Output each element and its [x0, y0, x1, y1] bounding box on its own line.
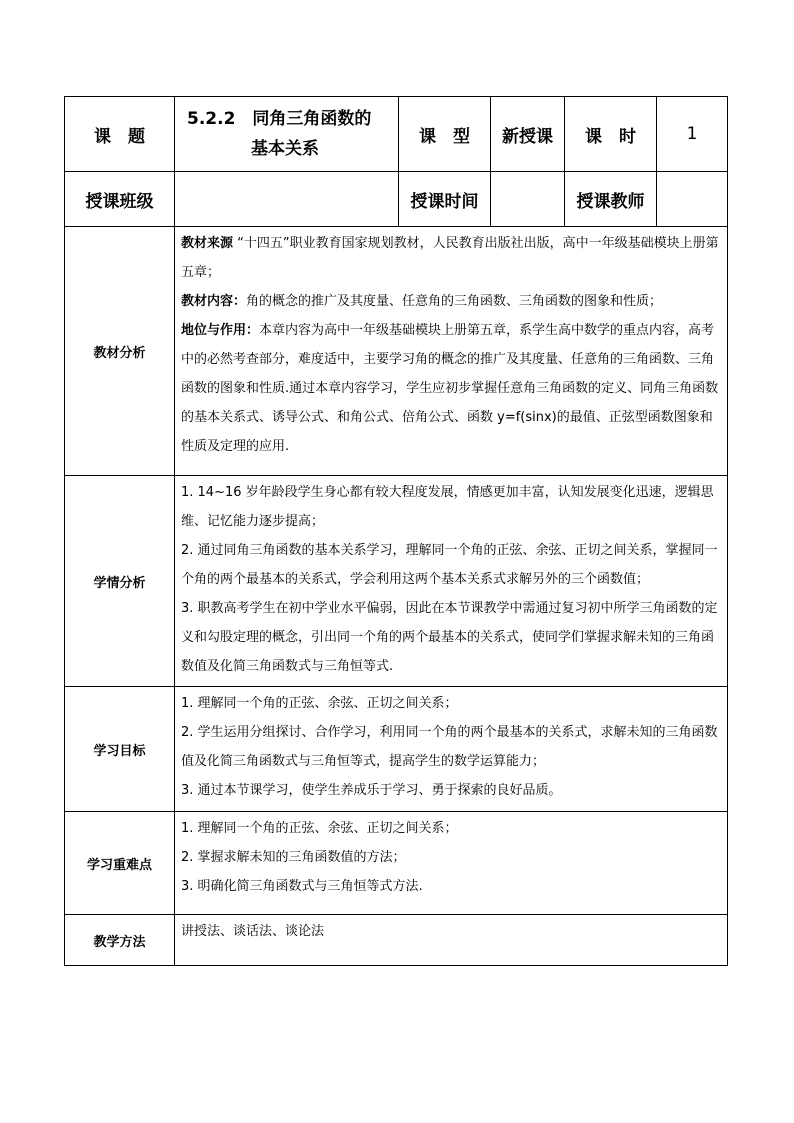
lesson-plan-table — [64, 96, 728, 966]
keypoints-item: 2. 掌握求解未知的三角函数值的方法； — [181, 850, 406, 865]
objectives-label: 学习目标 — [65, 687, 175, 812]
time-label: 授课时间 — [399, 172, 491, 227]
objectives-item: 1. 理解同一个角的正弦、余弦、正切之间关系； — [181, 696, 458, 711]
objectives-item: 3. 通过本节课学习，使学生养成乐于学习、勇于探索的良好品质。 — [181, 783, 562, 798]
objectives-item: 2. 学生运用分组探讨、合作学习，利用同一个角的两个最基本的关系式，求解未知的三角函数值及化简三角函数式与三角恒等式，提高学生的数学运算能力； — [181, 725, 718, 769]
topic-value-line1: 5.2.2 同角三角函数的 — [187, 109, 372, 129]
textbook-row — [65, 227, 728, 476]
header-row-topic — [65, 97, 728, 172]
keypoints-item: 1. 理解同一个角的正弦、余弦、正切之间关系； — [181, 821, 458, 836]
type-label: 课 型 — [399, 97, 491, 172]
topic-value-line2: 基本关系 — [251, 139, 319, 159]
textbook-content-line: 教材内容：角的概念的推广及其度量、任意角的三角函数、三角函数的图象和性质； — [181, 294, 663, 309]
methods-content — [175, 915, 728, 966]
textbook-label: 教材分析 — [65, 227, 175, 476]
students-item: 2. 通过同角三角函数的基本关系学习，理解同一个角的正弦、余弦、正切之间关系，掌握同一个角的两个最基本的关系式，学会利用这两个基本关系式求解另外的三个函数值； — [181, 543, 718, 587]
topic-value — [175, 97, 399, 172]
methods-text: 讲授法、谈话法、谈论法 — [181, 924, 325, 939]
students-item: 1. 14~16 岁年龄段学生身心都有较大程度发展，情感更加丰富，认知发展变化迅速，逻辑思维、记忆能力逐步提高； — [181, 485, 714, 529]
teacher-label: 授课教师 — [565, 172, 657, 227]
students-row — [65, 476, 728, 687]
keypoints-row — [65, 812, 728, 915]
source-label: 教材来源 — [181, 236, 234, 251]
textbook-content — [175, 227, 728, 476]
students-label: 学情分析 — [65, 476, 175, 687]
methods-row — [65, 915, 728, 966]
hours-value: 1 — [657, 97, 728, 172]
textbook-source — [181, 229, 721, 287]
role-text: 本章内容为高中一年级基础模块上册第五章，系学生高中数学的重点内容，高考中的必然考查部分，难度适中，主要学习角的概念的推广及其度量、任意角的三角函数、三角函数的图象和性质.通过本章内容学习，学生应初步掌握任意角三角函数的定义、同角三角函数的基本关系式、诱导公式、和角公式、倍角公式、函数 y=f(sinx)的最值、正弦型函数图象和性质及定理的应用. — [181, 323, 719, 454]
time-value — [491, 172, 565, 227]
teacher-value — [657, 172, 728, 227]
topic-label: 课 题 — [65, 97, 175, 172]
keypoints-content — [175, 812, 728, 915]
textbook-role — [181, 316, 721, 461]
header-row-class — [65, 172, 728, 227]
students-content — [175, 476, 728, 687]
hours-label: 课 时 — [565, 97, 657, 172]
class-value — [175, 172, 399, 227]
methods-label: 教学方法 — [65, 915, 175, 966]
class-label: 授课班级 — [65, 172, 175, 227]
content-label: 教材内容 — [181, 294, 234, 309]
students-item: 3. 职教高考学生在初中学业水平偏弱，因此在本节课教学中需通过复习初中所学三角函数的定义和勾股定理的概念，引出同一个角的两个最基本的关系式，使同学们掌握求解未知的三角函数值及化简三角函数式与三角恒等式. — [181, 601, 718, 674]
type-value: 新授课 — [491, 97, 565, 172]
role-label: 地位与作用： — [181, 323, 260, 338]
content-text: 角的概念的推广及其度量、任意角的三角函数、三角函数的图象和性质； — [246, 294, 663, 309]
objectives-row — [65, 687, 728, 812]
keypoints-item: 3. 明确化简三角函数式与三角恒等式方法. — [181, 879, 423, 894]
objectives-content — [175, 687, 728, 812]
keypoints-label: 学习重难点 — [65, 812, 175, 915]
source-text: “十四五”职业教育国家规划教材，人民教育出版社出版，高中一年级基础模块上册第五章； — [181, 236, 719, 280]
